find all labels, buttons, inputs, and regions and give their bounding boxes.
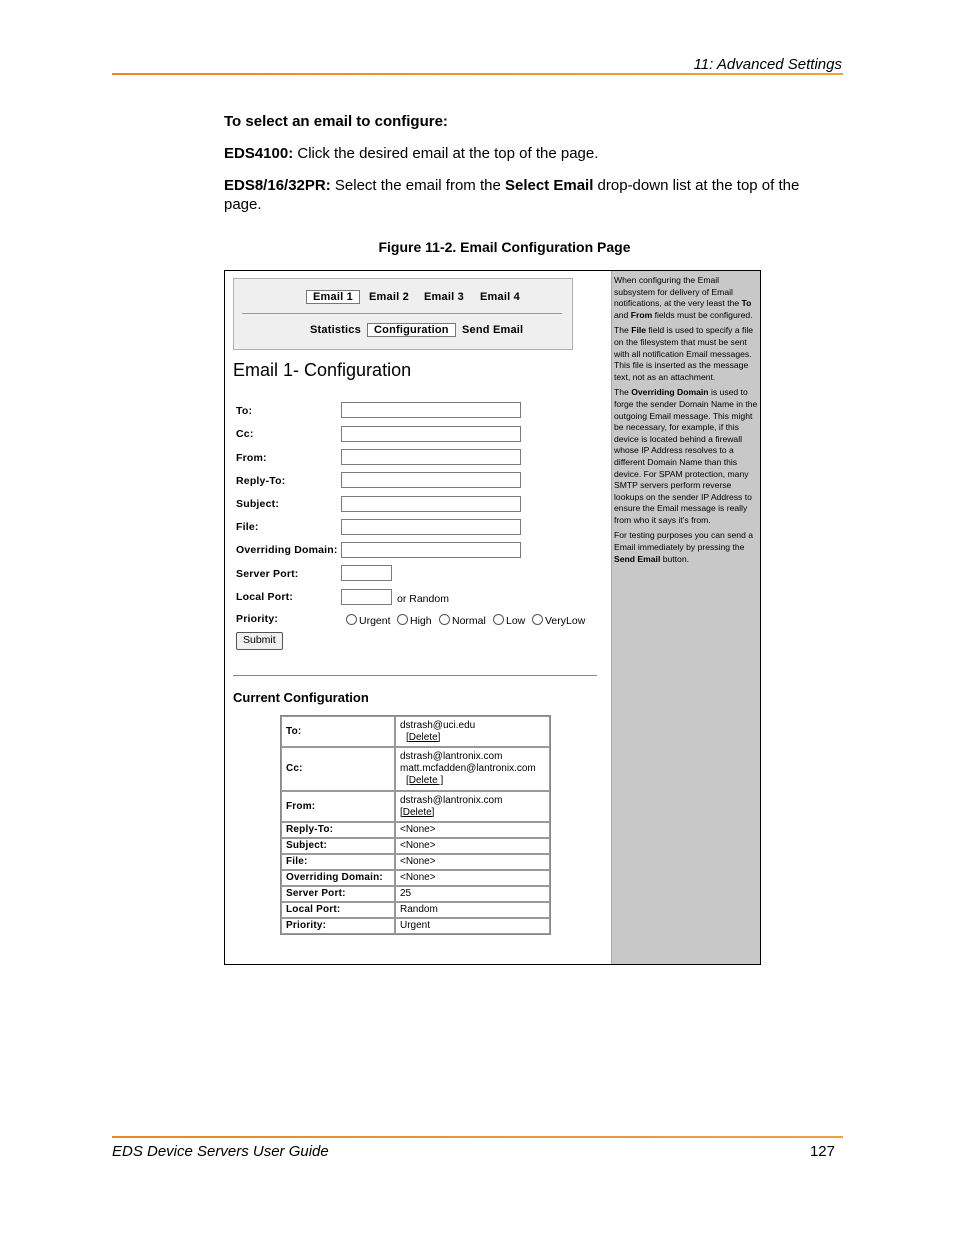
table-key: Subject: [281, 838, 395, 854]
help-text: button. [660, 553, 689, 564]
section-divider [233, 675, 597, 676]
table-value [395, 716, 550, 747]
help-paragraph [614, 530, 758, 565]
cc-value-2: matt.mcfadden@lantronix.com [400, 763, 536, 774]
priority-verylow-label: VeryLow [545, 615, 586, 627]
table-key: Overriding Domain: [281, 870, 395, 886]
local-port-label: Local Port: [236, 591, 294, 603]
server-port-input[interactable] [341, 565, 392, 581]
email-nav-box [233, 278, 573, 350]
table-key: Reply-To: [281, 822, 395, 838]
help-text: and [614, 309, 631, 320]
page-title: Email 1- Configuration [233, 360, 412, 380]
cc-label: Cc: [236, 428, 254, 440]
help-bold: Overriding Domain [631, 387, 709, 398]
overriding-domain-input[interactable] [341, 542, 521, 558]
tab-configuration[interactable]: Configuration [367, 323, 456, 337]
priority-low-option[interactable] [493, 614, 525, 627]
tab-email-4[interactable]: Email 4 [480, 291, 520, 303]
tab-email-1[interactable]: Email 1 [306, 290, 360, 304]
priority-urgent-label: Urgent [359, 615, 391, 627]
help-bold: File [631, 325, 647, 336]
overriding-domain-label: Overriding Domain: [236, 544, 338, 556]
priority-high-label: High [410, 615, 432, 627]
delete-link[interactable]: [Delete] [400, 806, 435, 818]
table-row [281, 870, 550, 886]
subject-label: Subject: [236, 498, 280, 510]
header-rule [112, 73, 843, 75]
priority-high-option[interactable] [397, 614, 432, 627]
priority-verylow-option[interactable] [532, 614, 585, 627]
reply-to-input[interactable] [341, 472, 521, 488]
priority-normal-option[interactable] [439, 614, 486, 627]
table-row [281, 902, 550, 918]
table-row [281, 838, 550, 854]
table-value [395, 791, 550, 822]
tab-statistics[interactable]: Statistics [310, 324, 361, 336]
table-key: Local Port: [281, 902, 395, 918]
table-row [281, 791, 550, 822]
radio-icon[interactable] [532, 614, 543, 625]
help-text: is used to forge the sender Domain Name in the outgoing Email message. This might be necessary, for example, if this device is located behind a firewall whose IP Address resolves to a different Domain Name than this device. For SPAM protection, many SMTP servers perform reverse lookups on the sender IP Address to ensure the Email message is really from who it says it's from. [614, 387, 758, 525]
help-bold: Send Email [614, 553, 661, 564]
tab-send-email[interactable]: Send Email [462, 324, 524, 336]
table-row [281, 822, 550, 838]
to-input[interactable] [341, 402, 521, 418]
table-row [281, 854, 550, 870]
table-value: Urgent [395, 918, 550, 934]
cc-value-1: dstrash@lantronix.com [400, 751, 503, 762]
table-value [395, 747, 550, 791]
figure-caption: Figure 11-2. Email Configuration Page [378, 239, 631, 255]
help-paragraph [614, 275, 758, 321]
table-value: <None> [395, 838, 550, 854]
to-label: To: [236, 405, 253, 417]
eds4100-text: Click the desired email at the top of the page. [293, 145, 599, 162]
or-random-note: or Random [397, 593, 449, 605]
local-port-input[interactable] [341, 589, 392, 605]
intro-heading: To select an email to configure: [224, 113, 448, 130]
from-input[interactable] [341, 449, 521, 465]
reply-to-label: Reply-To: [236, 475, 286, 487]
table-key: From: [281, 791, 395, 822]
radio-icon[interactable] [493, 614, 504, 625]
server-port-label: Server Port: [236, 568, 299, 580]
from-label: From: [236, 452, 267, 464]
priority-low-label: Low [506, 615, 526, 627]
help-bold: From [630, 309, 653, 320]
table-value: 25 [395, 886, 550, 902]
eds8-bold: Select Email [504, 177, 594, 194]
subject-input[interactable] [341, 496, 521, 512]
footer-title: EDS Device Servers User Guide [112, 1143, 329, 1160]
table-value: <None> [395, 822, 550, 838]
help-text: fields must be configured. [652, 309, 753, 320]
eds8-label: EDS8/16/32PR: [224, 177, 331, 194]
table-value: Random [395, 902, 550, 918]
table-key: Cc: [281, 747, 395, 791]
help-text: When configuring the Email subsystem for delivery of Email notifications, at the very least the [614, 275, 742, 309]
table-key: Priority: [281, 918, 395, 934]
file-input[interactable] [341, 519, 521, 535]
footer-rule [112, 1136, 843, 1138]
help-sidebar [611, 271, 760, 964]
help-bold: To [741, 298, 752, 309]
eds4100-paragraph [224, 144, 824, 163]
priority-urgent-option[interactable] [346, 614, 391, 627]
help-text: The [614, 387, 632, 398]
eds4100-label: EDS4100: [224, 145, 294, 162]
table-row [281, 747, 550, 791]
table-row [281, 716, 550, 747]
priority-label: Priority: [236, 613, 279, 625]
page-number: 127 [809, 1143, 835, 1160]
current-config-title: Current Configuration [233, 690, 369, 705]
help-paragraph [614, 387, 758, 526]
file-label: File: [236, 521, 259, 533]
cc-input[interactable] [341, 426, 521, 442]
table-row [281, 886, 550, 902]
current-config-table [280, 715, 551, 935]
eds8-paragraph [224, 176, 834, 214]
table-key: To: [281, 716, 395, 747]
delete-link[interactable]: [Delete] [406, 731, 441, 743]
running-header: 11: Advanced Settings [693, 56, 842, 73]
table-value: <None> [395, 870, 550, 886]
help-text: For testing purposes you can send a Email immediately by pressing the [614, 530, 754, 553]
to-value: dstrash@uci.edu [400, 719, 476, 731]
tab-email-3[interactable]: Email 3 [424, 291, 464, 303]
figure-main-panel [225, 271, 611, 964]
nav-separator [242, 313, 562, 314]
radio-icon[interactable] [346, 614, 357, 625]
help-paragraph [614, 325, 758, 383]
from-value: dstrash@lantronix.com [400, 794, 503, 806]
eds8-text-a: Select the email from the [330, 177, 505, 194]
delete-link[interactable]: [Delete ] [406, 775, 444, 786]
radio-icon[interactable] [397, 614, 408, 625]
table-key: File: [281, 854, 395, 870]
tab-email-2[interactable]: Email 2 [369, 291, 409, 303]
help-text: field is used to specify a file on the filesystem that must be sent with all notification Email messages. This file is inserted as the message text, not as an attachment. [614, 325, 754, 382]
radio-icon[interactable] [439, 614, 450, 625]
email-config-figure [224, 270, 761, 965]
priority-normal-label: Normal [452, 615, 486, 627]
help-text: The [614, 325, 632, 336]
eds8-text-b: drop-down list at the top of the page. [224, 177, 800, 213]
submit-button[interactable]: Submit [236, 632, 283, 650]
table-key: Server Port: [281, 886, 395, 902]
table-row [281, 918, 550, 934]
table-value: <None> [395, 854, 550, 870]
